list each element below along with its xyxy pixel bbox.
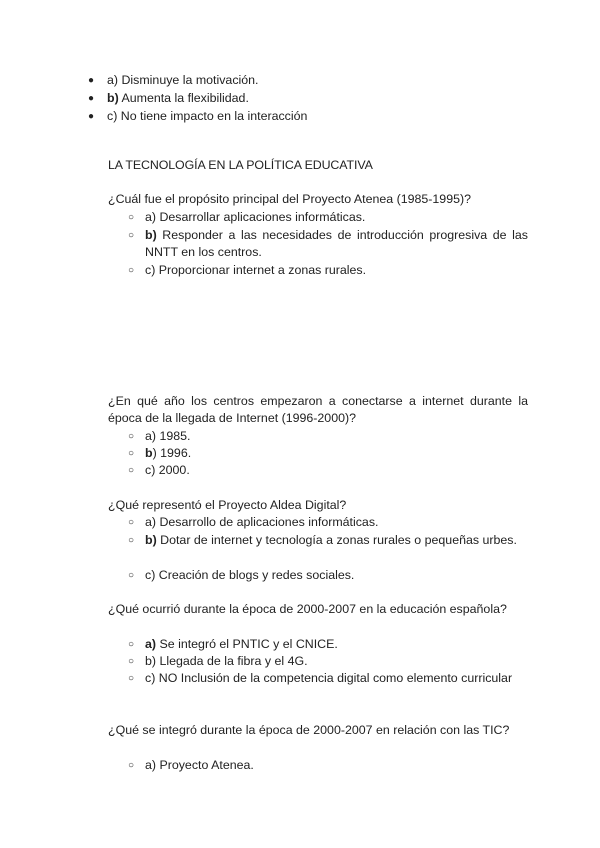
bullet-circle-icon: ○ [128,265,135,276]
option-text: ) 1996. [152,446,192,460]
bullet-circle-icon: ○ [128,570,135,581]
option-text: Se integró el PNTIC y el CNICE. [156,637,338,651]
option-text: b) Llegada de la fibra y el 4G. [145,654,308,668]
intro-option-text: Aumenta la flexibilidad. [118,91,249,105]
question-1: ¿Cuál fue el propósito principal del Proyecto Atenea (1985-1995)? [108,192,471,206]
question-2: ¿En qué año los centros empezaron a conectarse a internet durante la época de la llegada de Internet (1996-2000)? [108,394,528,425]
option-text: c) 2000. [145,463,190,477]
option-text: c) Creación de blogs y redes sociales. [145,568,355,582]
option-text: a) Proyecto Atenea. [145,758,254,772]
option-text: Responder a las necesidades de introducción progresiva de las NNTT en los centros. [145,228,528,259]
bullet-circle-icon: ○ [128,760,135,771]
bullet-circle-icon: ○ [128,465,135,476]
bullet-circle-icon: ○ [128,535,135,546]
bullet-circle-icon: ○ [128,517,135,528]
question-4: ¿Qué ocurrió durante la época de 2000-2007 en la educación española? [108,602,507,616]
bullet-circle-icon: ○ [128,431,135,442]
option-letter: b [145,446,153,460]
intro-option-text: a) Disminuye la motivación. [107,73,259,87]
question-3: ¿Qué representó el Proyecto Aldea Digital? [108,498,347,512]
bullet-circle-icon: ○ [128,230,135,241]
bullet-dot-icon: ● [88,93,95,104]
option-text: c) Proporcionar internet a zonas rurales. [145,263,367,277]
intro-option-text: c) No tiene impacto en la interacción [107,109,308,123]
option-text: c) NO Inclusión de la competencia digital como elemento curricular [145,671,513,685]
option-text: a) Desarrollar aplicaciones informáticas. [145,210,366,224]
option-text: Dotar de internet y tecnología a zonas rurales o pequeñas urbes. [156,533,517,547]
option-letter: b) [145,228,157,242]
question-5: ¿Qué se integró durante la época de 2000-2007 en relación con las TIC? [108,723,510,737]
option-text: a) 1985. [145,429,191,443]
bullet-dot-icon: ● [88,75,95,86]
bullet-circle-icon: ○ [128,448,135,459]
bullet-circle-icon: ○ [128,212,135,223]
section-heading: LA TECNOLOGÍA EN LA POLÍTICA EDUCATIVA [108,158,373,172]
option-letter: a) [145,637,157,651]
option-letter: b) [107,91,119,105]
option-letter: b) [145,533,157,547]
bullet-circle-icon: ○ [128,639,135,650]
bullet-circle-icon: ○ [128,656,135,667]
bullet-circle-icon: ○ [128,673,135,684]
option-text: a) Desarrollo de aplicaciones informáticas. [145,515,379,529]
bullet-dot-icon: ● [88,111,95,122]
